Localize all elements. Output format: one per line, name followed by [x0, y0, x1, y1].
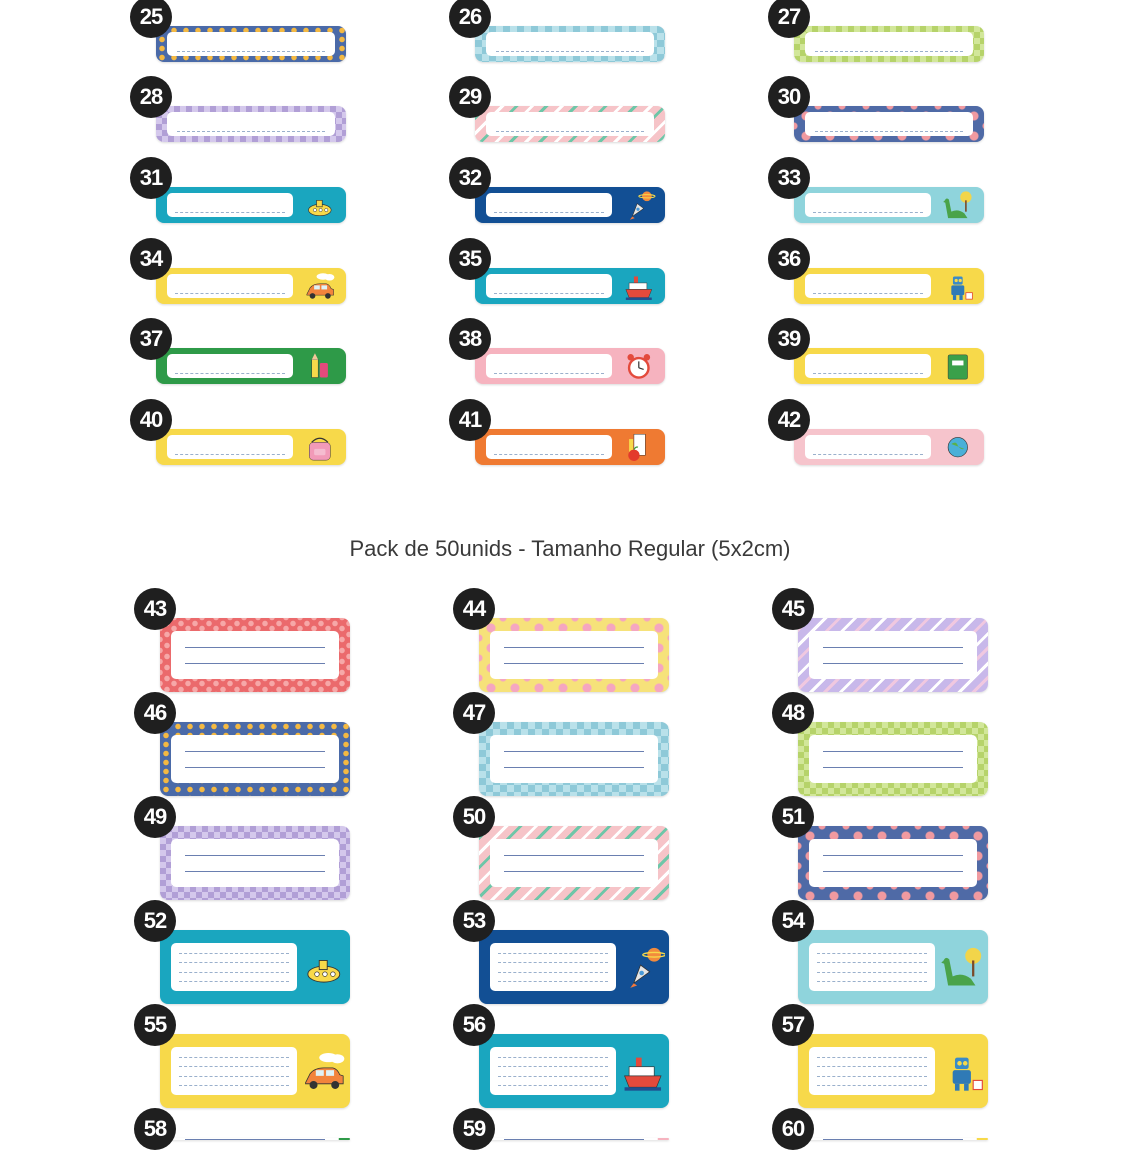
number-badge: 31 [130, 157, 172, 199]
section-title: Pack de 50unids - Tamanho Regular (5x2cm) [349, 536, 791, 561]
number-badge: 49 [134, 796, 176, 838]
write-line [813, 454, 923, 455]
write-line [175, 293, 285, 294]
number-badge: 29 [449, 76, 491, 118]
dinosaur-icon [939, 934, 985, 1004]
write-line [494, 212, 604, 213]
name-label-sticker[interactable] [781, 700, 988, 796]
write-area [486, 435, 611, 458]
write-area [809, 1047, 934, 1094]
write-area [486, 193, 611, 216]
apple-icon [616, 431, 662, 465]
write-line [815, 51, 962, 52]
write-area [171, 1047, 296, 1094]
car-icon [297, 270, 343, 304]
write-area [809, 943, 934, 990]
label-pattern-background [798, 826, 988, 900]
write-line [817, 972, 927, 973]
label-pattern-background [479, 930, 669, 1004]
number-badge: 42 [768, 399, 810, 441]
write-line [813, 373, 923, 374]
write-area [490, 839, 657, 886]
label-pattern-background [798, 618, 988, 692]
write-area [171, 943, 296, 990]
label-pattern-background [156, 268, 346, 304]
write-area [805, 32, 972, 55]
write-line [185, 663, 325, 664]
label-pattern-background [156, 429, 346, 465]
car-icon [301, 1038, 347, 1108]
write-area [490, 943, 615, 990]
write-area [490, 1138, 657, 1139]
write-line [179, 953, 289, 954]
name-label-sticker[interactable] [143, 908, 350, 1004]
name-label-sticker[interactable] [458, 407, 665, 465]
name-label-sticker[interactable] [781, 596, 988, 692]
number-badge: 40 [130, 399, 172, 441]
write-area [805, 354, 930, 377]
robot-icon [935, 270, 981, 304]
robot-icon [939, 1038, 985, 1108]
name-label-sticker[interactable] [781, 1012, 988, 1108]
rocket-icon [616, 189, 662, 223]
write-line [817, 1076, 927, 1077]
label-pattern-background [794, 429, 984, 465]
ship-icon [616, 270, 662, 304]
globe-icon [935, 431, 981, 465]
name-label-sticker[interactable] [458, 84, 665, 142]
write-line [177, 131, 324, 132]
write-line [179, 1085, 289, 1086]
write-line [817, 1066, 927, 1067]
label-pattern-background [794, 106, 984, 142]
write-area [809, 1138, 976, 1139]
number-badge: 39 [768, 318, 810, 360]
write-line [175, 373, 285, 374]
name-label-sticker[interactable] [143, 804, 350, 900]
label-pattern-background [160, 826, 350, 900]
name-label-sticker[interactable] [143, 596, 350, 692]
name-label-sticker[interactable] [139, 4, 346, 62]
write-area [171, 1138, 338, 1139]
write-line [496, 131, 643, 132]
write-area [486, 354, 611, 377]
label-pattern-background [160, 1034, 350, 1108]
write-line [179, 981, 289, 982]
name-label-sticker[interactable] [139, 165, 346, 223]
name-label-sticker[interactable] [462, 804, 669, 900]
write-area [805, 112, 972, 135]
write-area [171, 631, 338, 678]
write-line [175, 454, 285, 455]
write-area [805, 193, 930, 216]
write-line [179, 1076, 289, 1077]
write-area [486, 32, 653, 55]
dinosaur-icon [935, 189, 981, 223]
write-area [809, 735, 976, 782]
write-line [498, 1085, 608, 1086]
write-line [823, 871, 963, 872]
pencil-icon [297, 350, 343, 384]
write-line [823, 663, 963, 664]
name-label-sticker[interactable] [139, 407, 346, 465]
name-label-sticker[interactable] [462, 1012, 669, 1108]
name-label-sticker[interactable] [139, 246, 346, 304]
write-line [498, 962, 608, 963]
write-line [823, 855, 963, 856]
name-label-sticker[interactable] [458, 4, 665, 62]
number-badge: 25 [130, 0, 172, 38]
write-area [809, 839, 976, 886]
name-label-sticker[interactable] [777, 326, 984, 384]
write-line [504, 855, 644, 856]
label-pattern-background [794, 187, 984, 223]
write-area [486, 274, 611, 297]
write-line [498, 981, 608, 982]
number-badge: 33 [768, 157, 810, 199]
number-badge: 44 [453, 588, 495, 630]
name-label-sticker[interactable] [143, 1012, 350, 1108]
name-label-sticker[interactable] [458, 165, 665, 223]
submarine-icon [301, 934, 347, 1004]
label-pattern-background [479, 826, 669, 900]
number-badge: 34 [130, 238, 172, 280]
label-pattern-background [794, 26, 984, 62]
label-pattern-background [798, 722, 988, 796]
name-label-sticker[interactable] [458, 246, 665, 304]
number-badge: 38 [449, 318, 491, 360]
write-line [823, 751, 963, 752]
write-line [179, 1066, 289, 1067]
write-line [504, 767, 644, 768]
write-line [179, 1057, 289, 1058]
number-badge: 43 [134, 588, 176, 630]
write-line [823, 767, 963, 768]
name-label-sticker[interactable] [462, 700, 669, 796]
number-badge: 51 [772, 796, 814, 838]
write-line [498, 1076, 608, 1077]
number-badge: 26 [449, 0, 491, 38]
write-line [494, 373, 604, 374]
write-line [813, 212, 923, 213]
name-label-sticker[interactable] [777, 246, 984, 304]
name-label-sticker[interactable] [462, 596, 669, 692]
number-badge: 37 [130, 318, 172, 360]
label-pattern-background [475, 429, 665, 465]
number-badge: 57 [772, 1004, 814, 1046]
write-line [185, 751, 325, 752]
submarine-icon [297, 189, 343, 223]
write-area [490, 631, 657, 678]
number-badge: 30 [768, 76, 810, 118]
alarm-clock-icon [616, 350, 662, 384]
number-badge: 45 [772, 588, 814, 630]
number-badge: 48 [772, 692, 814, 734]
number-badge: 52 [134, 900, 176, 942]
label-pattern-background [156, 187, 346, 223]
write-line [185, 767, 325, 768]
number-badge: 28 [130, 76, 172, 118]
label-pattern-background [160, 930, 350, 1004]
name-label-sticker[interactable] [777, 165, 984, 223]
label-pattern-background [475, 26, 665, 62]
backpack-icon [297, 431, 343, 465]
write-line [185, 647, 325, 648]
number-badge: 60 [772, 1108, 814, 1150]
write-line [817, 1085, 927, 1086]
name-label-sticker[interactable] [777, 84, 984, 142]
write-area [490, 735, 657, 782]
name-label-sticker[interactable] [781, 804, 988, 900]
write-line [823, 647, 963, 648]
write-line [504, 647, 644, 648]
number-badge: 56 [453, 1004, 495, 1046]
write-area [167, 435, 292, 458]
write-line [494, 293, 604, 294]
write-line [179, 962, 289, 963]
write-area [486, 112, 653, 135]
name-label-sticker[interactable] [143, 700, 350, 796]
write-line [817, 962, 927, 963]
write-line [498, 972, 608, 973]
write-line [494, 454, 604, 455]
write-line [815, 131, 962, 132]
number-badge: 32 [449, 157, 491, 199]
write-line [504, 871, 644, 872]
number-badge: 41 [449, 399, 491, 441]
label-pattern-background [794, 348, 984, 384]
write-area [805, 435, 930, 458]
write-line [504, 751, 644, 752]
name-label-sticker[interactable] [139, 84, 346, 142]
write-area [167, 354, 292, 377]
number-badge: 54 [772, 900, 814, 942]
write-line [185, 871, 325, 872]
write-line [817, 953, 927, 954]
write-line [504, 663, 644, 664]
write-line [496, 51, 643, 52]
write-area [167, 112, 334, 135]
label-pattern-background [479, 1034, 669, 1108]
write-line [185, 855, 325, 856]
label-pattern-background [479, 722, 669, 796]
number-badge: 27 [768, 0, 810, 38]
label-pattern-background [160, 618, 350, 692]
label-pattern-background [794, 268, 984, 304]
rocket-icon [620, 934, 666, 1004]
write-area [171, 839, 338, 886]
write-area [809, 631, 976, 678]
number-badge: 55 [134, 1004, 176, 1046]
write-line [177, 51, 324, 52]
label-pattern-background [156, 26, 346, 62]
notebook-icon [935, 350, 981, 384]
label-pattern-background [475, 268, 665, 304]
write-line [817, 981, 927, 982]
label-pattern-background [156, 106, 346, 142]
ship-icon [620, 1038, 666, 1108]
label-pattern-background [475, 187, 665, 223]
number-badge: 36 [768, 238, 810, 280]
number-badge: 53 [453, 900, 495, 942]
write-line [498, 1057, 608, 1058]
label-pattern-background [479, 618, 669, 692]
number-badge: 35 [449, 238, 491, 280]
name-label-sticker[interactable] [777, 407, 984, 465]
write-line [817, 1057, 927, 1058]
number-badge: 58 [134, 1108, 176, 1150]
number-badge: 46 [134, 692, 176, 734]
label-pattern-background [160, 722, 350, 796]
write-area [167, 32, 334, 55]
label-pattern-background [798, 930, 988, 1004]
label-pattern-background [156, 348, 346, 384]
number-badge: 47 [453, 692, 495, 734]
label-pattern-background [475, 106, 665, 142]
write-area [167, 274, 292, 297]
write-line [498, 953, 608, 954]
write-area [490, 1047, 615, 1094]
number-badge: 50 [453, 796, 495, 838]
name-label-sticker[interactable] [458, 326, 665, 384]
label-pattern-background [475, 348, 665, 384]
write-line [179, 972, 289, 973]
label-pattern-background [798, 1034, 988, 1108]
write-line [813, 293, 923, 294]
name-label-sticker[interactable] [777, 4, 984, 62]
write-area [171, 735, 338, 782]
name-label-sticker[interactable] [781, 908, 988, 1004]
write-line [498, 1066, 608, 1067]
write-area [167, 193, 292, 216]
name-label-sticker[interactable] [139, 326, 346, 384]
name-label-sticker[interactable] [462, 908, 669, 1004]
write-area [805, 274, 930, 297]
write-line [175, 212, 285, 213]
number-badge: 59 [453, 1108, 495, 1150]
